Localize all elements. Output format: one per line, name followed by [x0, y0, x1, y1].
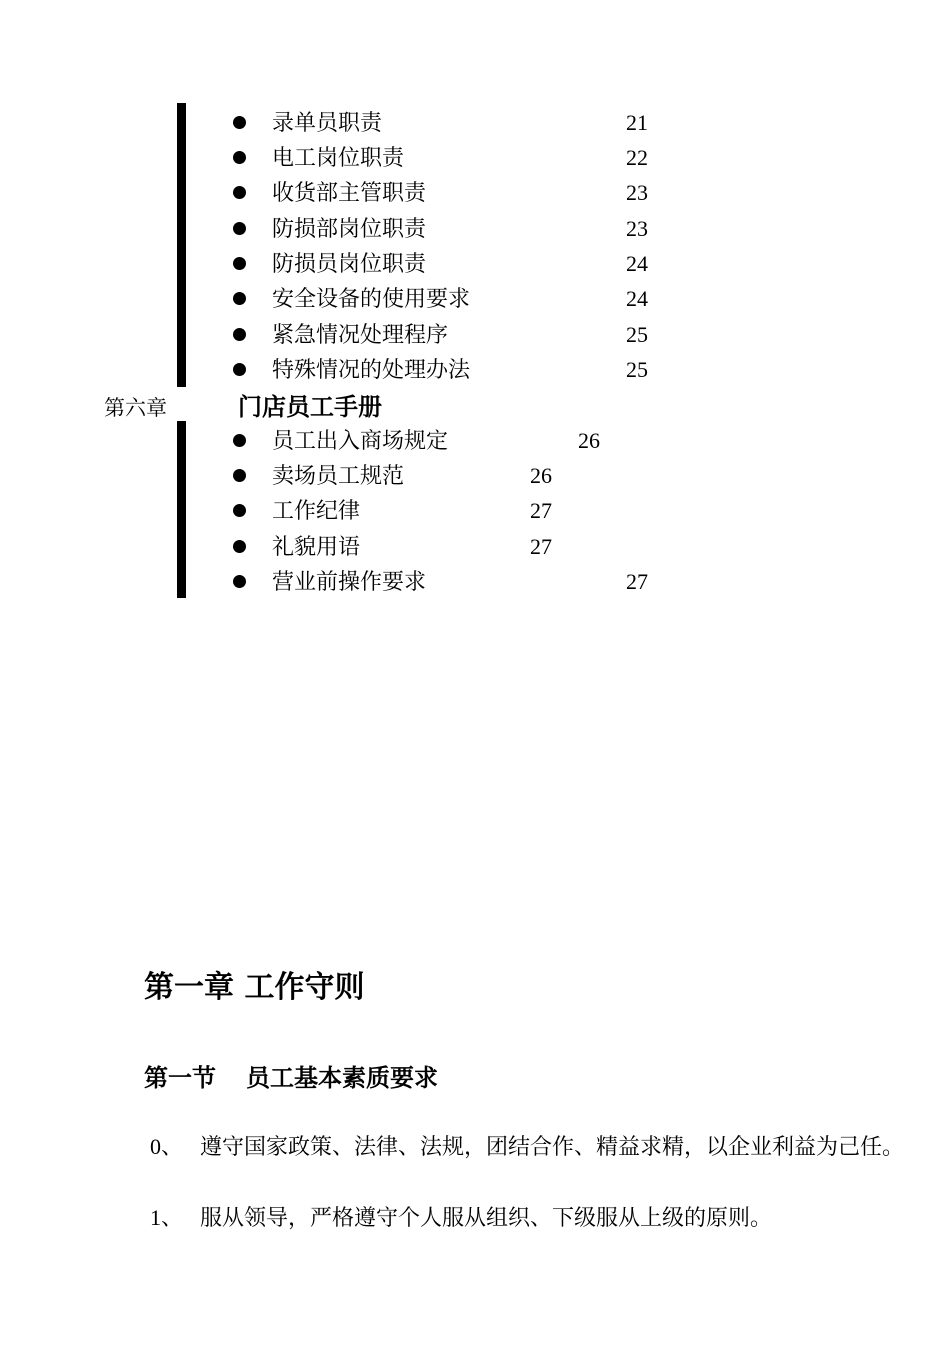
bullet-icon [233, 186, 246, 199]
toc-item-page: 26 [530, 463, 552, 488]
toc-item-label: 工作纪律 [272, 498, 361, 523]
section-heading [144, 1061, 438, 1095]
toc-item[interactable] [0, 461, 950, 491]
toc-item-label: 安全设备的使用要求 [272, 286, 471, 311]
toc-item[interactable] [0, 143, 950, 173]
toc-item-label: 防损部岗位职责 [272, 216, 427, 241]
toc-item-label: 电工岗位职责 [272, 145, 405, 170]
toc-item-label: 紧急情况处理程序 [272, 322, 449, 347]
paragraph-text: 服从领导，严格遵守个人服从组织、下级服从上级的原则。 [200, 1205, 773, 1230]
toc-item[interactable] [0, 532, 950, 562]
bullet-icon [233, 575, 246, 588]
toc-item-page: 22 [626, 145, 648, 170]
section-title: 员工基本素质要求 [246, 1064, 438, 1092]
chapter-number: 第六章 [104, 396, 167, 420]
paragraph-number: 0、 [150, 1134, 184, 1159]
toc-item-label: 防损员岗位职责 [272, 251, 427, 276]
bullet-icon [233, 540, 246, 553]
toc-item-label: 员工出入商场规定 [272, 428, 449, 453]
toc-item-page: 21 [626, 110, 648, 135]
bullet-icon [233, 469, 246, 482]
chapter-heading: 第一章 工作守则 [144, 970, 365, 1005]
bullet-icon [233, 116, 246, 129]
toc-item[interactable] [0, 496, 950, 526]
toc-item-page: 24 [626, 251, 648, 276]
toc-item-page: 27 [626, 569, 648, 594]
toc-item[interactable] [0, 214, 950, 244]
toc-item-label: 录单员职责 [272, 110, 383, 135]
toc-item-page: 25 [626, 322, 648, 347]
numbered-paragraph [150, 1129, 910, 1165]
bullet-icon [233, 257, 246, 270]
toc-item-label: 卖场员工规范 [272, 463, 405, 488]
toc-item[interactable] [0, 284, 950, 314]
bullet-icon [233, 434, 246, 447]
bullet-icon [233, 363, 246, 376]
section-number: 第一节 [144, 1064, 216, 1092]
bullet-icon [233, 151, 246, 164]
numbered-paragraph [150, 1200, 910, 1236]
toc-item-label: 营业前操作要求 [272, 569, 427, 594]
toc-item[interactable] [0, 355, 950, 385]
toc-item-label: 收货部主管职责 [272, 180, 427, 205]
toc-item-page: 23 [626, 216, 648, 241]
toc-item[interactable] [0, 108, 950, 138]
bullet-icon [233, 504, 246, 517]
toc-item[interactable] [0, 320, 950, 350]
toc-item-page: 26 [578, 428, 600, 453]
toc-item[interactable] [0, 178, 950, 208]
bullet-icon [233, 292, 246, 305]
bullet-icon [233, 222, 246, 235]
toc-item[interactable] [0, 249, 950, 279]
toc-item[interactable] [0, 426, 950, 456]
toc-item-page: 24 [626, 286, 648, 311]
toc-item-label: 特殊情况的处理办法 [272, 357, 471, 382]
toc-item[interactable] [0, 567, 950, 597]
toc-item-label: 礼貌用语 [272, 534, 361, 559]
chapter-title[interactable]: 门店员工手册 [238, 393, 382, 421]
toc-item-page: 25 [626, 357, 648, 382]
paragraph-text: 遵守国家政策、法律、法规，团结合作、精益求精，以企业利益为己任。 [200, 1134, 905, 1159]
paragraph-number: 1、 [150, 1205, 184, 1230]
toc-item-page: 27 [530, 498, 552, 523]
toc-item-page: 23 [626, 180, 648, 205]
bullet-icon [233, 328, 246, 341]
toc-item-page: 27 [530, 534, 552, 559]
